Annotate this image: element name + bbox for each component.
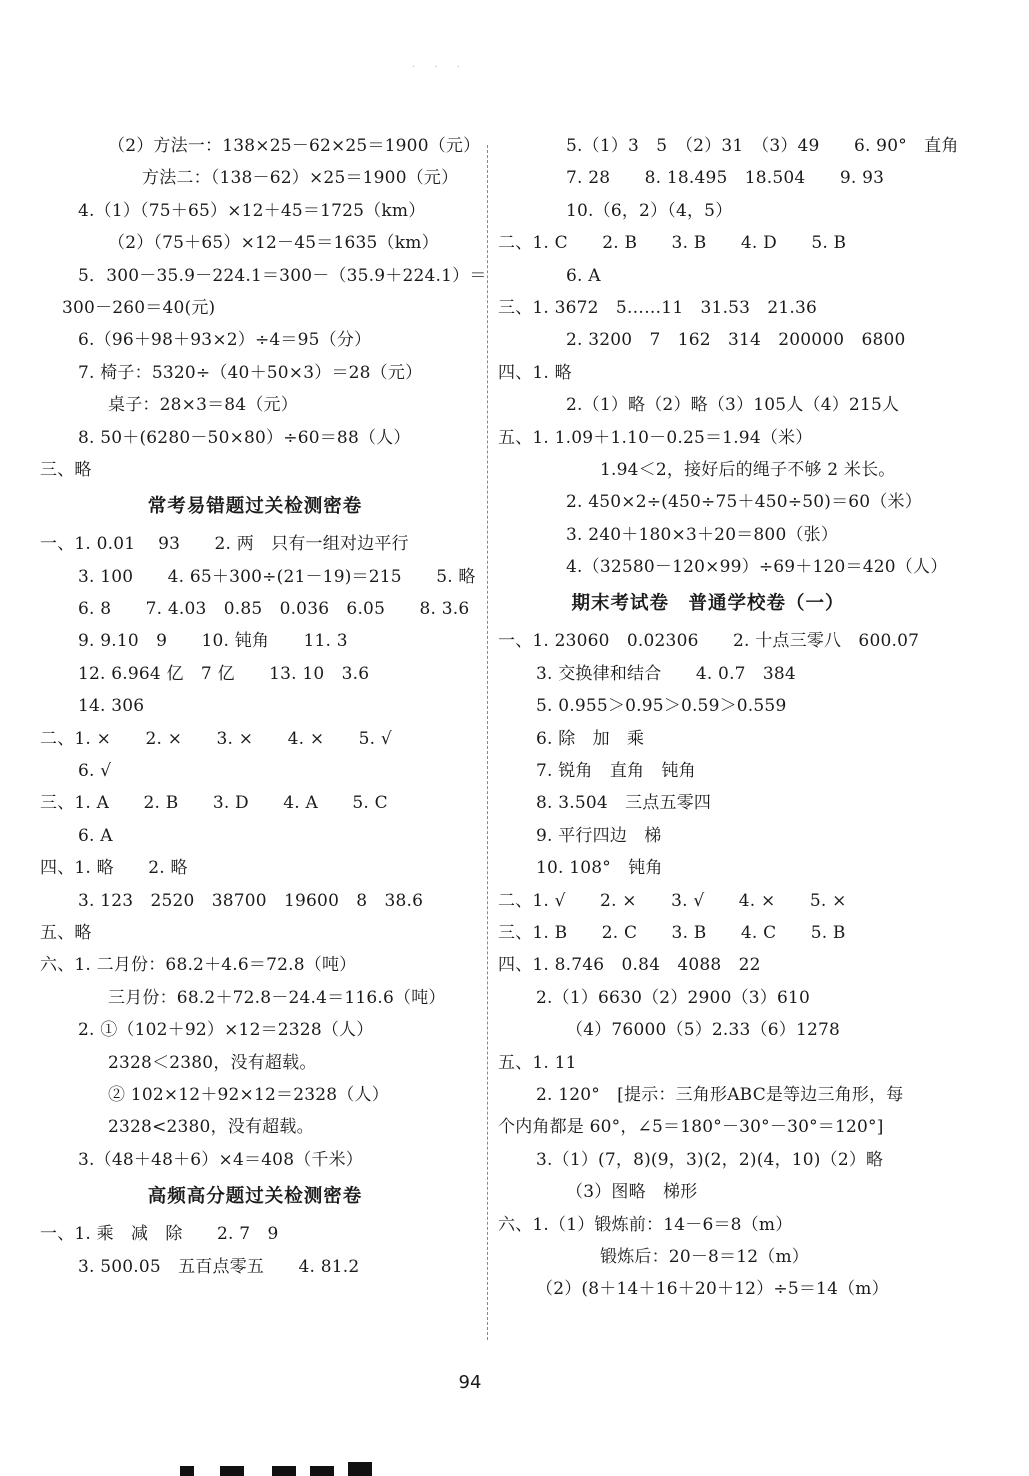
section-heading: 期末考试卷 普通学校卷（一） [571, 593, 845, 615]
answer-line: 1.94＜2，接好后的绳子不够 2 米长。 [600, 459, 896, 480]
answer-line: 7. 椅子：5320÷（40＋50×3）＝28（元） [78, 362, 423, 383]
answer-line: 14. 306 [78, 696, 145, 717]
answer-line: 10.（6，2）（4，5） [566, 200, 733, 221]
answer-line: 2.（1）略（2）略（3）105人（4）215人 [566, 395, 900, 416]
answer-line: 300－260＝40(元) [62, 297, 216, 318]
answer-line: 三、1. 3672 5……11 31.53 21.36 [498, 297, 818, 318]
answer-line: 方法二：（138－62）×25＝1900（元） [142, 168, 459, 189]
answer-line: 一、1. 0.01 93 2. 两 只有一组对边平行 [40, 534, 409, 555]
right-column [498, 130, 959, 1306]
left-column [40, 130, 487, 1283]
answer-line: 2328＜2380，没有超载。 [108, 1052, 317, 1073]
answer-line: 6. A [566, 265, 601, 286]
answer-line: 六、1. 二月份：68.2＋4.6＝72.8（吨） [40, 955, 357, 976]
answer-line: 6. A [78, 825, 113, 846]
answer-line: 2. ①（102＋92）×12＝2328（人） [78, 1020, 374, 1041]
answer-line: 5．300－35.9－224.1＝300－（35.9＋224.1）＝ [78, 265, 487, 286]
answer-line: 四、1. 略 [498, 362, 572, 383]
answer-line: 三、略 [40, 459, 92, 480]
answer-line: 8. 50＋(6280－50×80）÷60＝88（人） [78, 427, 411, 448]
answer-line: 二、1. √ 2. × 3. √ 4. × 5. × [498, 890, 847, 911]
answer-line: 个内角都是 60°，∠5＝180°－30°－30°＝120°] [498, 1117, 884, 1138]
answer-line: 3. 123 2520 38700 19600 8 38.6 [78, 890, 424, 911]
answer-line: 9. 平行四边 梯 [536, 825, 662, 846]
answer-line: 6. 除 加 乘 [536, 728, 645, 749]
section-heading: 高频高分题过关检测密卷 [147, 1186, 363, 1208]
answer-line: ② 102×12＋92×12＝2328（人） [108, 1084, 389, 1105]
answer-line: 三月份：68.2＋72.8－24.4＝116.6（吨） [108, 987, 446, 1008]
answer-line: 3.（48＋48＋6）×4＝408（千米） [78, 1149, 364, 1170]
answer-line: 3. 100 4. 65＋300÷(21－19)＝215 5. 略 [78, 566, 476, 587]
answer-line: 2.（1）6630（2）2900（3）610 [536, 987, 811, 1008]
answer-line: 4.（32580－120×99）÷69＋120＝420（人） [566, 557, 948, 578]
answer-line: 五、1. 1.09＋1.10－0.25＝1.94（米） [498, 427, 813, 448]
page-number: 94 [458, 1372, 482, 1393]
answer-line: 6.（96＋98＋93×2）÷4＝95（分） [78, 330, 372, 351]
column-divider [487, 145, 488, 1340]
answer-line: 8. 3.504 三点五零四 [536, 793, 712, 814]
answer-line: 4.（1）（75＋65）×12＋45＝1725（km） [78, 200, 426, 221]
answer-line: 12. 6.964 亿 7 亿 13. 10 3.6 [78, 663, 370, 684]
answer-line: 3. 240＋180×3＋20＝800（张） [566, 524, 839, 545]
answer-line: 一、1. 乘 减 除 2. 7 9 [40, 1224, 279, 1245]
answer-line: 2328<2380，没有超载。 [108, 1117, 314, 1138]
answer-line: （2）方法一：138×25－62×25＝1900（元） [108, 136, 481, 156]
answer-line: 五、略 [40, 922, 92, 943]
answer-line: 二、1. × 2. × 3. × 4. × 5. √ [40, 728, 392, 749]
answer-line: 2. 3200 7 162 314 200000 6800 [566, 330, 906, 351]
answer-line: 锻炼后：20－8＝12（m） [600, 1246, 809, 1267]
answer-line: 5. 0.955＞0.95＞0.59＞0.559 [536, 696, 787, 717]
answer-line: 7. 28 8. 18.495 18.504 9. 93 [566, 168, 885, 189]
answer-line: 6. √ [78, 761, 112, 782]
answer-line: 3. 交换律和结合 4. 0.7 384 [536, 663, 796, 684]
answer-line: 10. 108° 钝角 [536, 858, 663, 879]
answer-line: 五、1. 11 [498, 1052, 577, 1073]
answer-line: 9. 9.10 9 10. 钝角 11. 3 [78, 631, 348, 652]
answer-line: 7. 锐角 直角 钝角 [536, 761, 696, 782]
answer-line: 2. 450×2÷(450÷75＋450÷50)＝60（米） [566, 492, 922, 513]
answer-line: 一、1. 23060 0.02306 2. 十点三零八 600.07 [498, 631, 920, 652]
section-heading: 常考易错题过关检测密卷 [147, 496, 363, 518]
answer-line: （2）（75＋65）×12－45＝1635（km） [108, 233, 439, 254]
answer-line: （2）(8＋14＋16＋20＋12）÷5＝14（m） [536, 1279, 889, 1300]
answer-line: 二、1. C 2. B 3. B 4. D 5. B [498, 233, 847, 254]
answer-line: 四、1. 略 2. 略 [40, 858, 188, 879]
scan-artifact: · · · [412, 62, 468, 73]
answer-line: 2. 120° [提示：三角形ABC是等边三角形，每 [536, 1084, 904, 1105]
answer-line: 四、1. 8.746 0.84 4088 22 [498, 955, 761, 976]
answer-line: 3.（1）(7，8)(9，3)(2，2)(4，10)（2）略 [536, 1149, 884, 1170]
answer-line: 三、1. A 2. B 3. D 4. A 5. C [40, 793, 388, 814]
answer-line: 5.（1）3 5 （2）31 （3）49 6. 90° 直角 [566, 136, 959, 156]
answer-line: （4）76000（5）2.33（6）1278 [566, 1020, 841, 1041]
answer-line: 6. 8 7. 4.03 0.85 0.036 6.05 8. 3.6 [78, 599, 470, 620]
answer-line: 3. 500.05 五百点零五 4. 81.2 [78, 1256, 360, 1277]
answer-line: 六、1.（1）锻炼前：14－6＝8（m） [498, 1214, 793, 1235]
answer-line: 桌子：28×3＝84（元） [108, 395, 298, 416]
answer-line: （3）图略 梯形 [566, 1182, 698, 1203]
answer-line: 三、1. B 2. C 3. B 4. C 5. B [498, 922, 846, 943]
